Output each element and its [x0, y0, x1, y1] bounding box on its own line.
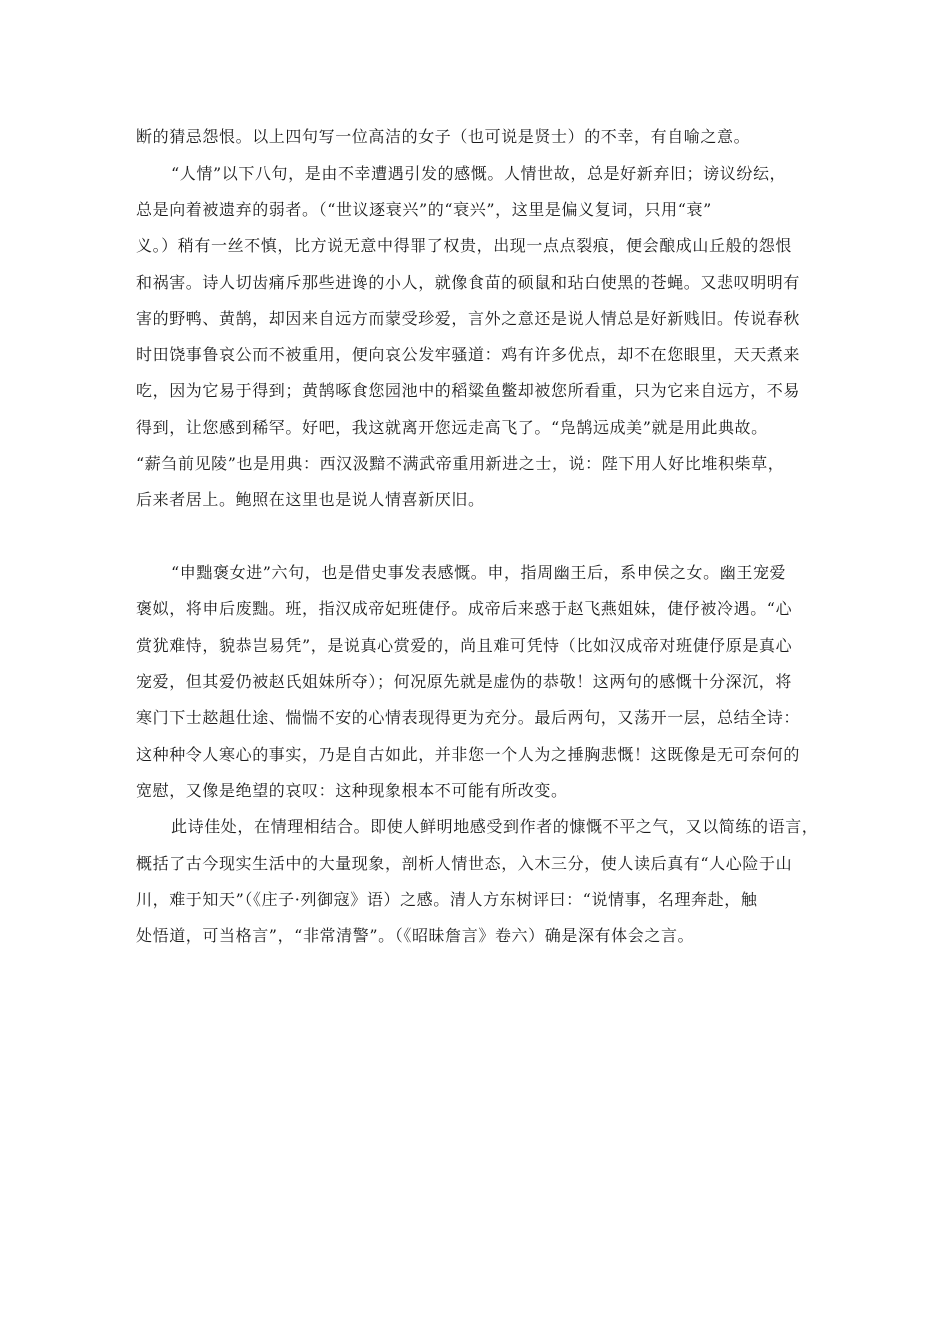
text-line: 宽慰，又像是绝望的哀叹：这种现象根本不可能有所改变。 [136, 781, 568, 800]
text-line: 断的猜忌怨恨。以上四句写一位高洁的女子（也可说是贤士）的不幸，有自喻之意。 [136, 127, 751, 146]
text-line: “薪刍前见陵”也是用典：西汉汲黯不满武帝重用新进之士，说：陛下用人好比堆积柴草， [136, 454, 785, 473]
text-line: “申黜褒女进”六句，也是借史事发表感慨。申，指周幽王后，系申侯之女。幽王宠爱 [171, 563, 787, 582]
text-line: 概括了古今现实生活中的大量现象，剖析人情世态，入木三分，使人读后真有“人心险于山 [136, 854, 793, 873]
text-line: 吃，因为它易于得到；黄鹄啄食您园池中的稻粱鱼鳖却被您所看重，只为它来自远方，不易 [136, 381, 801, 400]
text-line: “人情”以下八句，是由不幸遭遇引发的感慨。人情世故，总是好新弃旧；谤议纷纭， [171, 164, 787, 183]
text-line: 宠爱，但其爱仍被赵氏姐妹所夺）；何况原先就是虚伪的恭敬！这两句的感慨十分深沉，将 [136, 672, 793, 691]
text-line: 这种种令人寒心的事实，乃是自古如此，并非您一个人为之捶胸悲慨！这既像是无可奈何的 [136, 745, 801, 764]
text-line: 处悟道，可当格言”，“非常清警”。（《昭昧詹言》卷六）确是深有体会之言。 [136, 926, 695, 945]
text-line: 川，难于知天”（《庄子·列御寇》语）之感。清人方东树评曰：“说情事，名理奔赴，触 [136, 890, 758, 909]
text-line: 害的野鸭、黄鹄，却因来自远方而蒙受珍爱，言外之意还是说人情总是好新贱旧。传说春秋 [136, 309, 801, 328]
text-line: 义。）稍有一丝不慎，比方说无意中得罪了权贵，出现一点点裂痕，便会酿成山丘般的怨恨 [136, 236, 793, 255]
text-line: 此诗佳处，在情理相结合。即使人鲜明地感受到作者的慷慨不平之气，又以简练的语言， [171, 817, 819, 836]
text-line: 得到，让您感到稀罕。好吧，我这就离开您远走高飞了。“凫鹄远成美”就是用此典故。 [136, 418, 768, 437]
text-line: 总是向着被遗弃的弱者。（“世议逐衰兴”的“衰兴”，这里是偏义复词，只用“衰” [136, 200, 712, 219]
text-line: 赏犹难恃，貌恭岂易凭”，是说真心赏爱的，尚且难可凭恃（比如汉成帝对班倢伃原是真心 [136, 636, 793, 655]
text-line: 褒姒，将申后废黜。班，指汉成帝妃班倢伃。成帝后来惑于赵飞燕姐妹，倢伃被冷遇。“心 [136, 599, 793, 618]
text-line: 和祸害。诗人切齿痛斥那些进谗的小人，就像食苗的硕鼠和玷白使黑的苍蝇。又悲叹明明有 [136, 273, 801, 292]
text-line: 后来者居上。鲍照在这里也是说人情喜新厌旧。 [136, 490, 485, 509]
text-line: 时田饶事鲁哀公而不被重用，便向哀公发牢骚道：鸡有许多优点，却不在您眼里，天天煮来 [136, 345, 801, 364]
text-line: 寒门下士趑趄仕途、惴惴不安的心情表现得更为充分。最后两句，又荡开一层，总结全诗： [136, 708, 801, 727]
